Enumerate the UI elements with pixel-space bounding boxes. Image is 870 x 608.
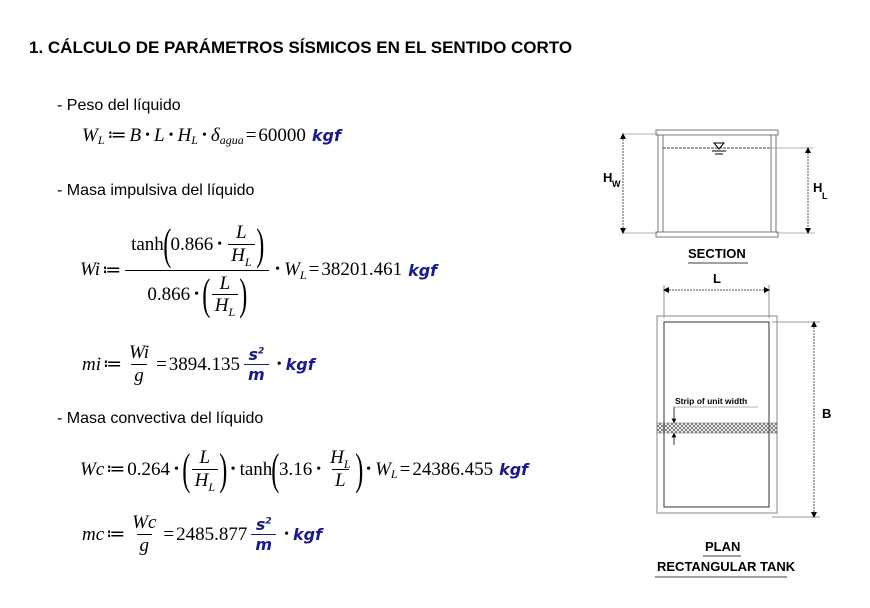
result-wi: 38201.461 [321, 259, 403, 281]
coef: 0.866 [147, 284, 191, 306]
dot: • [194, 287, 200, 303]
fraction-wc-g [129, 512, 159, 558]
fraction-l-hl: $\frac{L}{H_L}$ [212, 273, 238, 319]
numerator [125, 219, 269, 270]
unit-kgf: kgf [311, 126, 341, 145]
equals: = [308, 259, 320, 281]
equation-mi [82, 342, 315, 388]
unit-den: m [251, 534, 276, 554]
denominator: g [137, 534, 153, 558]
var-w: W [284, 259, 300, 281]
unit-num: $s^2$ [248, 344, 265, 364]
b-label: B [822, 406, 832, 421]
equation-mc [82, 512, 322, 558]
var-mi: mi [82, 353, 101, 375]
fraction-wi-g [126, 342, 152, 388]
sub: L [191, 133, 198, 147]
sub: L [97, 133, 105, 147]
dot: • [168, 127, 174, 143]
assign-op: ≔ [103, 354, 122, 376]
var-l: L [236, 222, 247, 243]
unit-num: $s^2$ [255, 514, 272, 534]
tank-diagram [590, 120, 850, 590]
hw-label: H [603, 170, 613, 185]
var-b: B [129, 124, 142, 146]
paren-right: ) [219, 444, 228, 494]
unit-kgf: kgf [292, 525, 323, 545]
fraction-l-hl: $\frac{L}{H_L}$ [192, 447, 218, 493]
plan-caption: PLAN [705, 539, 741, 554]
assign-op: ≔ [102, 259, 122, 281]
assign-op: ≔ [106, 524, 126, 546]
label-masa-convectiva: - Masa convectiva del líquido [57, 410, 264, 427]
tank-caption: RECTANGULAR TANK [657, 559, 796, 574]
dot: • [316, 461, 322, 477]
equals: = [245, 124, 257, 146]
unit-kgf: kgf [285, 355, 315, 375]
var-mc: mc [82, 523, 105, 545]
section-view [603, 130, 828, 263]
paren-right: ) [354, 444, 363, 494]
var-w: W [375, 458, 391, 480]
var-wc: Wc [80, 458, 105, 480]
var-delta: δ [210, 124, 220, 146]
coef: 3.16 [278, 458, 313, 480]
unit-kgf: kgf [499, 460, 529, 480]
result-wc: 24386.455 [412, 458, 494, 480]
var-l: L [154, 124, 165, 146]
paren-right: ) [255, 219, 264, 269]
equation-wc [80, 444, 529, 494]
fraction-l-hl: $\frac{L}{H_L}$ [228, 222, 254, 268]
var-wi: Wi [80, 259, 101, 281]
unit-fraction [251, 516, 276, 554]
equals: = [163, 523, 175, 545]
hl-sub: L [822, 191, 828, 201]
dot: • [284, 526, 289, 542]
sub: L [299, 267, 307, 282]
tanh: tanh [239, 458, 273, 480]
l-label: L [713, 271, 721, 286]
coef: 0.866 [170, 233, 214, 255]
label-peso-liquido: - Peso del líquido [57, 97, 181, 114]
var-h: H [177, 124, 192, 146]
paren-left: ( [163, 219, 172, 269]
tanh: tanh [131, 233, 164, 255]
sub: agua [219, 133, 244, 147]
numerator: Wi [129, 342, 150, 363]
section-caption: SECTION [688, 246, 746, 261]
paren-left: ( [182, 444, 191, 494]
paren-right: ) [239, 270, 248, 320]
unit-kgf: kgf [408, 260, 438, 280]
var-w: W [82, 124, 98, 146]
strip-label: Strip of unit width [675, 396, 748, 406]
equals: = [399, 458, 411, 480]
sub: L [390, 467, 398, 482]
coef: 0.264 [127, 458, 171, 480]
dot: • [145, 127, 151, 143]
section-title: 1. CÁLCULO DE PARÁMETROS SÍSMICOS EN EL SENTIDO CORTO [29, 38, 573, 57]
result-wl: 60000 [258, 124, 306, 146]
dot: • [275, 262, 281, 278]
hw-sub: W [612, 179, 621, 189]
equation-wl [82, 124, 341, 147]
equation-wi [80, 219, 438, 320]
paren-left: ( [202, 270, 211, 320]
var-l: L [199, 447, 211, 468]
dot: • [276, 356, 282, 372]
var-l: L [219, 272, 231, 294]
var-l: L [332, 469, 349, 493]
denominator [125, 270, 269, 319]
unit-fraction [244, 346, 269, 384]
dot: • [201, 127, 207, 143]
result-mc: 2485.877 [176, 523, 248, 545]
dot: • [366, 461, 372, 477]
equals: = [156, 353, 167, 375]
assign-op: ≔ [106, 459, 126, 481]
dot: • [174, 461, 179, 477]
hl-label: H [813, 180, 823, 195]
unit-den: m [244, 364, 269, 384]
result-mi: 3894.135 [168, 353, 241, 375]
label-masa-impulsiva: - Masa impulsiva del líquido [57, 182, 255, 199]
dot: • [230, 461, 236, 477]
paren-left: ( [271, 444, 280, 494]
assign-op: ≔ [107, 125, 127, 146]
dot: • [217, 236, 223, 252]
fraction-wi [125, 219, 269, 320]
denominator: g [131, 364, 147, 388]
plan-view [655, 271, 831, 577]
numerator: Wc [132, 512, 157, 533]
fraction-hl-l: $\frac{H_L}{L}$ [330, 447, 351, 491]
